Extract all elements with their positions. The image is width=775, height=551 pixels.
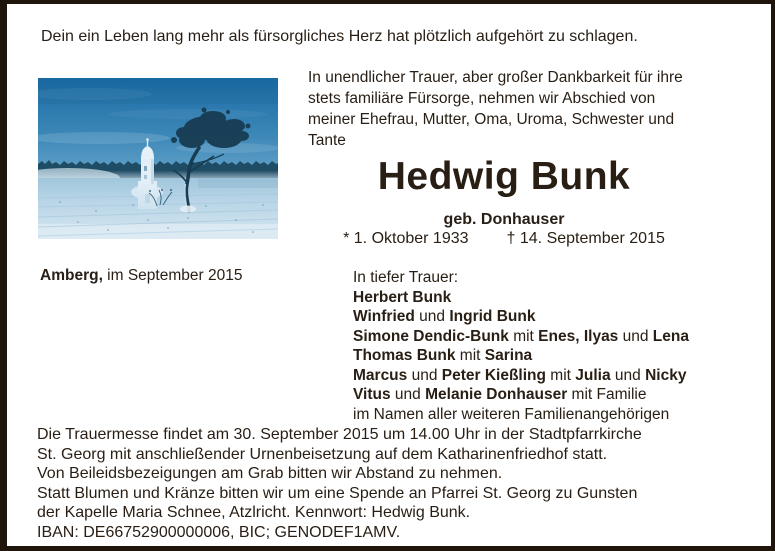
text-line: In unendlicher Trauer, aber großer Dankbarkeit für ihre: [308, 69, 683, 86]
connector-text: und: [390, 386, 426, 403]
connector-text: und: [414, 308, 450, 325]
life-dates: [308, 229, 700, 249]
text-line: Statt Blumen und Kränze bitten wir um eine Spende an Pfarrei St. Georg zu Gunsten: [37, 484, 638, 502]
death-date: † 14. September 2015: [506, 230, 665, 247]
epigraph-line: Dein ein Leben lang mehr als fürsorgliches Herz hat plötzlich aufgehört zu schlagen.: [41, 28, 638, 45]
connector-text: und: [618, 327, 653, 345]
text-line: meiner Ehefrau, Mutter, Oma, Uroma, Schwester und: [308, 111, 675, 128]
text-line: [353, 307, 689, 327]
place-dateline: [40, 267, 242, 285]
connector-text: mit Familie: [567, 386, 647, 403]
text-line: [353, 288, 689, 308]
dateline-rest: im September 2015: [102, 267, 243, 284]
condolence-intro: [308, 67, 728, 151]
text-line: [353, 385, 689, 405]
connector-text: mit: [508, 327, 539, 345]
mourner-name: Enes, Ilyas: [538, 327, 619, 345]
mourners-block: [353, 268, 689, 424]
mourner-name: Vitus: [353, 386, 391, 403]
memorial-photo: [38, 78, 278, 239]
mourner-name: Winfried: [353, 308, 415, 325]
text-line: Tante: [308, 132, 346, 149]
mourner-name: Melanie Donhauser: [425, 386, 568, 403]
mourner-name: Thomas Bunk: [353, 347, 456, 364]
mourner-name: Herbert Bunk: [353, 288, 452, 306]
mourner-name: Peter Kießling: [441, 366, 546, 384]
mourners-list: [353, 288, 689, 425]
birth-date: * 1. Oktober 1933: [343, 230, 469, 247]
funeral-details: [37, 425, 642, 543]
mourner-name: Ingrid Bunk: [449, 308, 536, 325]
text-line: [353, 366, 689, 386]
connector-text: mit: [545, 366, 576, 384]
connector-text: im Namen aller weiteren Familienangehörigen: [353, 405, 670, 423]
connector-text: und: [610, 366, 646, 384]
winter-landscape-illustration: [38, 78, 278, 239]
mourner-name: Sarina: [484, 347, 533, 364]
maiden-name: geb. Donhauser: [443, 211, 565, 228]
mourner-name: Nicky: [645, 366, 687, 384]
mourner-name: Marcus: [353, 366, 408, 384]
text-line: St. Georg mit anschließender Urnenbeisetzung auf dem Katharinenfriedhof statt.: [37, 445, 608, 463]
text-line: Von Beileidsbezeigungen am Grab bitten wir Abstand zu nehmen.: [37, 465, 503, 483]
text-line: stets familiäre Fürsorge, nehmen wir Abschied von: [308, 90, 656, 107]
text-line: [353, 327, 689, 347]
connector-text: mit: [455, 347, 485, 364]
mourner-name: Simone Dendic-Bunk: [353, 327, 509, 345]
deceased-name: Hedwig Bunk: [377, 155, 631, 198]
mourners-label: In tiefer Trauer:: [353, 269, 459, 286]
mourner-name: Lena: [652, 327, 689, 345]
text-line: [353, 405, 689, 425]
text-line: IBAN: DE66752900000006, BIC; GENODEF1AMV.: [37, 523, 401, 541]
connector-text: und: [407, 366, 442, 384]
mourner-name: Julia: [575, 366, 611, 384]
text-line: der Kapelle Maria Schnee, Atzlricht. Kennwort: Hedwig Bunk.: [37, 504, 471, 522]
text-line: [353, 346, 689, 366]
dateline-place: Amberg,: [40, 267, 103, 284]
text-line: Die Trauermesse findet am 30. September 2015 um 14.00 Uhr in der Stadtpfarrkirche: [37, 426, 642, 443]
